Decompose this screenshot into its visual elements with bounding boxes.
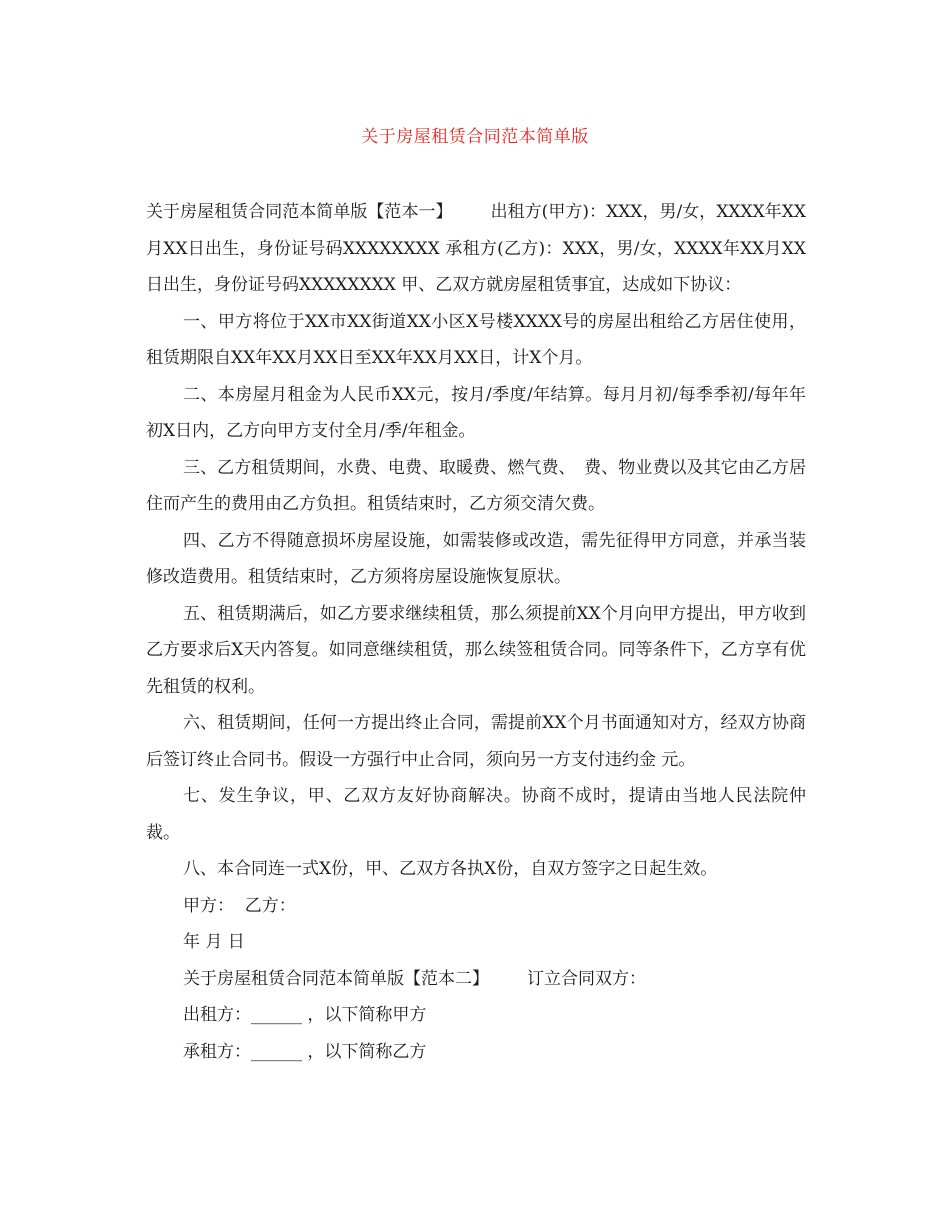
clause-4: 四、乙方不得随意损坏房屋设施，如需装修或改造，需先征得甲方同意，并承当装修改造费用。租赁结束时，乙方须将房屋设施恢复原状。 — [146, 530, 806, 587]
clause-3: 三、乙方租赁期间，水费、电费、取暖费、燃气费、 费、物业费以及其它由乙方居住而产生的费用由乙方负担。租赁结束时，乙方须交清欠费。 — [146, 457, 806, 514]
lessor-line: 出租方：______ ，以下简称甲方 — [183, 1005, 427, 1025]
second-heading: 关于房屋租赁合同范本简单版【范本二】 — [183, 968, 489, 989]
clause-8: 八、本合同连一式X份，甲、乙双方各执X份，自双方签字之日起生效。 — [183, 859, 718, 879]
lessee-line: 承租方：______ ，以下简称乙方 — [183, 1041, 427, 1062]
intro-text: 出租方(甲方)：XXX，男/女，XXXX年XX月XX日出生，身份证号码XXXXXXXX 承租方(乙方)：XXX，男/女，XXXX年XX月XX日出生，身份证号码XXXXXXXX 甲、乙双方就房屋租赁事宜，达成如下协议： — [146, 202, 807, 295]
second-template-paragraph — [146, 961, 806, 998]
clause-2: 二、本房屋月租金为人民币XX元，按月/季度/年结算。每月月初/每季季初/每年年初X日内，乙方向甲方支付全月/季/年租金。 — [146, 384, 806, 441]
date-line: 年 月 日 — [183, 932, 245, 952]
clause-6: 六、租赁期间，任何一方提出终止合同，需提前XX个月书面通知对方，经双方协商后签订终止合同书。假设一方强行中止合同，须向另一方支付违约金 元。 — [146, 713, 806, 770]
signature-line: 甲方： 乙方： — [183, 895, 296, 916]
intro-paragraph — [146, 194, 806, 304]
document-title: 关于房屋租赁合同范本简单版 — [361, 127, 589, 147]
clause-5: 五、租赁期满后，如乙方要求继续租赁，那么须提前XX个月向甲方提出，甲方收到乙方要求后X天内答复。如同意继续租赁，那么续签租赁合同。同等条件下，乙方享有优先租赁的权利。 — [146, 603, 806, 697]
clause-1: 一、甲方将位于XX市XX街道XX小区X号楼XXXX号的房屋出租给乙方居住使用，租赁期限自XX年XX月XX日至XX年XX月XX日，计X个月。 — [146, 311, 806, 368]
intro-heading: 关于房屋租赁合同范本简单版【范本一】 — [146, 202, 453, 222]
second-text: 订立合同双方： — [527, 968, 646, 989]
document-body — [146, 194, 806, 1070]
clause-7: 七、发生争议，甲、乙双方友好协商解决。协商不成时，提请由当地人民法院仲裁。 — [146, 786, 806, 843]
